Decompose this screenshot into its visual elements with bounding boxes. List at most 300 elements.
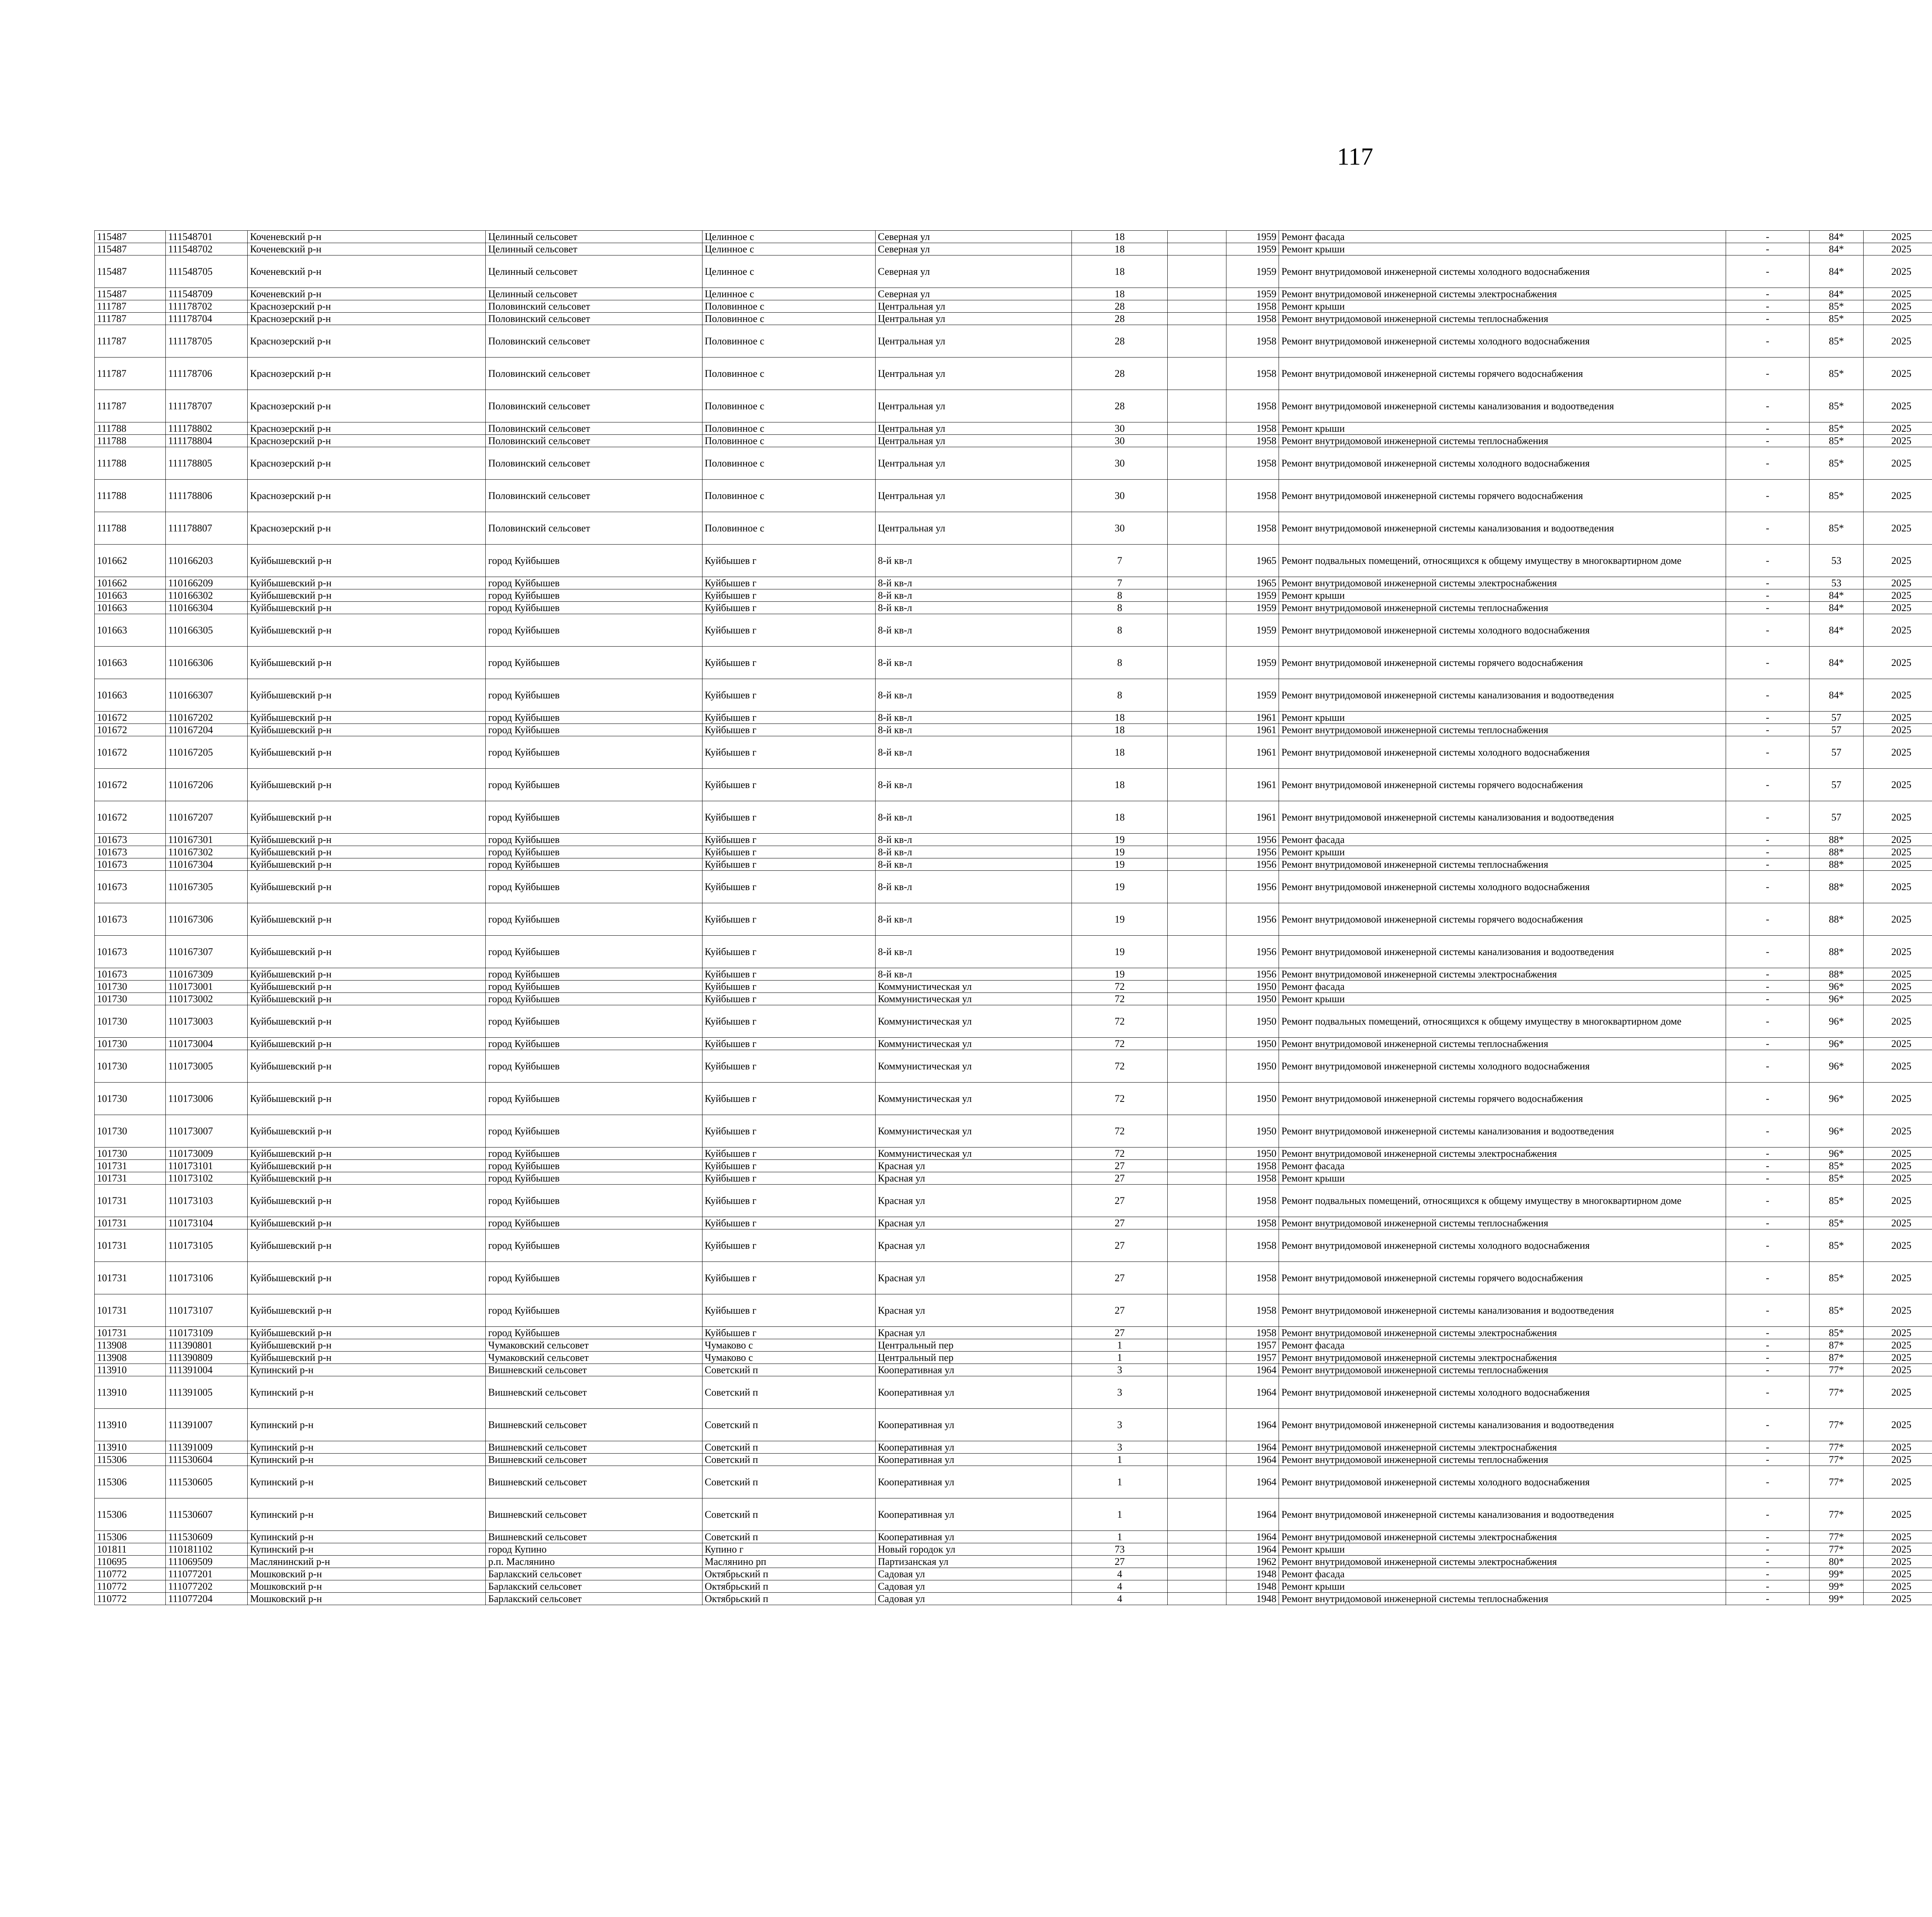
cell-municipality: город Куйбышев (486, 1083, 702, 1115)
cell-work-type: Ремонт внутридомовой инженерной системы теплоснабжения (1279, 602, 1726, 614)
cell-settlement: Куйбышев г (702, 589, 875, 602)
cell-plan-start-year: 2025 (1864, 1376, 1932, 1409)
cell-wear-percent: 85* (1810, 1327, 1864, 1339)
cell-house-number: 30 (1072, 422, 1168, 435)
table-row (95, 981, 1932, 993)
cell-municipality: город Куйбышев (486, 1229, 702, 1262)
cell-wear-percent: 88* (1810, 846, 1864, 858)
cell-street: 8-й кв-л (875, 769, 1071, 801)
cell-district: Куйбышевский р-н (248, 1229, 486, 1262)
cell-year-built: 1959 (1226, 614, 1279, 647)
cell-building (1168, 1376, 1226, 1409)
cell-plan-start-year: 2025 (1864, 1466, 1932, 1498)
table-row (95, 1147, 1932, 1160)
cell-year-built: 1958 (1226, 300, 1279, 313)
cell-municipality: р.п. Маслянино (486, 1556, 702, 1568)
cell-wear-percent: 85* (1810, 1217, 1864, 1229)
cell-house-id: 101730 (95, 1147, 166, 1160)
cell-wear-percent: 84* (1810, 679, 1864, 712)
cell-work-id: 111178706 (166, 358, 248, 390)
cell-municipality: город Купино (486, 1543, 702, 1556)
cell-work-type: Ремонт внутридомовой инженерной системы холодного водоснабжения (1279, 1466, 1726, 1498)
cell-district: Краснозерский р-н (248, 325, 486, 358)
cell-wear-percent: 87* (1810, 1352, 1864, 1364)
cell-district: Коченевский р-н (248, 288, 486, 300)
cell-municipality: город Куйбышев (486, 846, 702, 858)
cell-house-id: 101731 (95, 1229, 166, 1262)
cell-building (1168, 1364, 1226, 1376)
cell-plan-start-year: 2025 (1864, 993, 1932, 1005)
cell-work-sign: - (1726, 834, 1809, 846)
cell-year-built: 1958 (1226, 1217, 1279, 1229)
cell-house-number: 27 (1072, 1229, 1168, 1262)
cell-plan-start-year: 2025 (1864, 1185, 1932, 1217)
cell-work-type: Ремонт внутридомовой инженерной системы канализования и водоотведения (1279, 1498, 1726, 1531)
cell-district: Куйбышевский р-н (248, 801, 486, 834)
cell-work-type: Ремонт внутридомовой инженерной системы холодного водоснабжения (1279, 614, 1726, 647)
cell-work-id: 110166209 (166, 577, 248, 589)
cell-work-id: 111530604 (166, 1454, 248, 1466)
cell-house-id: 101663 (95, 679, 166, 712)
cell-district: Куйбышевский р-н (248, 1217, 486, 1229)
cell-street: Коммунистическая ул (875, 1115, 1071, 1147)
cell-house-number: 72 (1072, 993, 1168, 1005)
cell-plan-start-year: 2025 (1864, 1050, 1932, 1083)
cell-wear-percent: 85* (1810, 1294, 1864, 1327)
cell-work-type: Ремонт внутридомовой инженерной системы теплоснабжения (1279, 1217, 1726, 1229)
cell-house-id: 111788 (95, 422, 166, 435)
cell-year-built: 1958 (1226, 313, 1279, 325)
cell-work-id: 110167307 (166, 936, 248, 968)
cell-house-id: 111787 (95, 325, 166, 358)
cell-house-id: 101662 (95, 577, 166, 589)
cell-work-type: Ремонт внутридомовой инженерной системы холодного водоснабжения (1279, 1229, 1726, 1262)
cell-house-number: 28 (1072, 300, 1168, 313)
cell-building (1168, 647, 1226, 679)
cell-work-type: Ремонт внутридомовой инженерной системы электроснабжения (1279, 1147, 1726, 1160)
cell-house-id: 110772 (95, 1568, 166, 1580)
cell-year-built: 1948 (1226, 1593, 1279, 1605)
cell-settlement: Октябрьский п (702, 1568, 875, 1580)
cell-building (1168, 1454, 1226, 1466)
cell-municipality: Половинский сельсовет (486, 422, 702, 435)
cell-wear-percent: 96* (1810, 993, 1864, 1005)
cell-work-sign: - (1726, 1593, 1809, 1605)
cell-district: Купинский р-н (248, 1376, 486, 1409)
cell-work-sign: - (1726, 1409, 1809, 1441)
cell-plan-start-year: 2025 (1864, 447, 1932, 480)
cell-house-number: 8 (1072, 589, 1168, 602)
cell-house-id: 101672 (95, 801, 166, 834)
table-row (95, 243, 1932, 255)
cell-house-number: 18 (1072, 255, 1168, 288)
cell-district: Краснозерский р-н (248, 480, 486, 512)
cell-work-id: 110173006 (166, 1083, 248, 1115)
cell-house-id: 101731 (95, 1185, 166, 1217)
cell-work-type: Ремонт внутридомовой инженерной системы холодного водоснабжения (1279, 1376, 1726, 1409)
cell-work-type: Ремонт крыши (1279, 712, 1726, 724)
cell-work-sign: - (1726, 231, 1809, 243)
cell-work-id: 111178807 (166, 512, 248, 545)
cell-municipality: город Куйбышев (486, 903, 702, 936)
cell-district: Коченевский р-н (248, 231, 486, 243)
cell-year-built: 1959 (1226, 647, 1279, 679)
cell-house-number: 4 (1072, 1593, 1168, 1605)
cell-district: Куйбышевский р-н (248, 1083, 486, 1115)
cell-wear-percent: 85* (1810, 325, 1864, 358)
cell-plan-start-year: 2025 (1864, 981, 1932, 993)
table-row (95, 724, 1932, 736)
cell-district: Купинский р-н (248, 1409, 486, 1441)
table-row (95, 736, 1932, 769)
cell-work-type: Ремонт внутридомовой инженерной системы холодного водоснабжения (1279, 871, 1726, 903)
cell-district: Куйбышевский р-н (248, 1050, 486, 1083)
cell-street: Красная ул (875, 1262, 1071, 1294)
cell-settlement: Куйбышев г (702, 936, 875, 968)
cell-street: Красная ул (875, 1185, 1071, 1217)
table-row (95, 1556, 1932, 1568)
table-row (95, 1454, 1932, 1466)
cell-settlement: Половинное с (702, 435, 875, 447)
cell-municipality: город Куйбышев (486, 736, 702, 769)
cell-work-sign: - (1726, 1498, 1809, 1531)
cell-plan-start-year: 2025 (1864, 480, 1932, 512)
cell-year-built: 1958 (1226, 512, 1279, 545)
cell-street: Новый городок ул (875, 1543, 1071, 1556)
cell-work-id: 111178704 (166, 313, 248, 325)
cell-work-type: Ремонт крыши (1279, 1172, 1726, 1185)
table-row (95, 589, 1932, 602)
table-row (95, 1185, 1932, 1217)
cell-work-sign: - (1726, 358, 1809, 390)
cell-year-built: 1957 (1226, 1339, 1279, 1352)
cell-house-number: 27 (1072, 1185, 1168, 1217)
cell-district: Куйбышевский р-н (248, 1172, 486, 1185)
cell-work-sign: - (1726, 1466, 1809, 1498)
cell-work-id: 111548709 (166, 288, 248, 300)
cell-house-id: 101673 (95, 871, 166, 903)
cell-work-id: 110167306 (166, 903, 248, 936)
cell-work-sign: - (1726, 1543, 1809, 1556)
cell-house-id: 111787 (95, 390, 166, 422)
cell-wear-percent: 84* (1810, 614, 1864, 647)
cell-house-id: 111788 (95, 435, 166, 447)
cell-street: Красная ул (875, 1172, 1071, 1185)
cell-district: Куйбышевский р-н (248, 903, 486, 936)
cell-municipality: Вишневский сельсовет (486, 1364, 702, 1376)
cell-work-type: Ремонт внутридомовой инженерной системы теплоснабжения (1279, 1454, 1726, 1466)
cell-building (1168, 231, 1226, 243)
cell-municipality: город Куйбышев (486, 981, 702, 993)
cell-district: Куйбышевский р-н (248, 769, 486, 801)
cell-work-type: Ремонт подвальных помещений, относящихся к общему имуществу в многоквартирном доме (1279, 1185, 1726, 1217)
cell-work-type: Ремонт внутридомовой инженерной системы теплоснабжения (1279, 1364, 1726, 1376)
cell-street: Коммунистическая ул (875, 981, 1071, 993)
cell-settlement: Целинное с (702, 243, 875, 255)
cell-house-id: 101663 (95, 614, 166, 647)
cell-house-id: 111787 (95, 300, 166, 313)
cell-street: Центральная ул (875, 422, 1071, 435)
cell-district: Мошковский р-н (248, 1593, 486, 1605)
cell-year-built: 1958 (1226, 447, 1279, 480)
table-row (95, 512, 1932, 545)
cell-house-number: 18 (1072, 288, 1168, 300)
cell-house-number: 19 (1072, 936, 1168, 968)
cell-plan-start-year: 2025 (1864, 1115, 1932, 1147)
cell-work-id: 110166306 (166, 647, 248, 679)
cell-house-id: 101673 (95, 936, 166, 968)
cell-year-built: 1950 (1226, 1083, 1279, 1115)
cell-wear-percent: 99* (1810, 1593, 1864, 1605)
cell-year-built: 1965 (1226, 545, 1279, 577)
cell-work-type: Ремонт фасада (1279, 231, 1726, 243)
table-row (95, 313, 1932, 325)
cell-settlement: Половинное с (702, 313, 875, 325)
cell-settlement: Куйбышев г (702, 614, 875, 647)
table-row (95, 647, 1932, 679)
cell-settlement: Куйбышев г (702, 981, 875, 993)
table-row (95, 858, 1932, 871)
cell-house-id: 110772 (95, 1593, 166, 1605)
table-row (95, 1115, 1932, 1147)
cell-plan-start-year: 2025 (1864, 589, 1932, 602)
cell-building (1168, 358, 1226, 390)
table-row (95, 1327, 1932, 1339)
cell-work-type: Ремонт крыши (1279, 243, 1726, 255)
cell-building (1168, 288, 1226, 300)
cell-building (1168, 1147, 1226, 1160)
cell-plan-start-year: 2025 (1864, 1038, 1932, 1050)
cell-district: Куйбышевский р-н (248, 577, 486, 589)
cell-house-number: 4 (1072, 1580, 1168, 1593)
cell-work-type: Ремонт крыши (1279, 1580, 1726, 1593)
cell-municipality: Барлакский сельсовет (486, 1593, 702, 1605)
cell-settlement: Советский п (702, 1364, 875, 1376)
cell-work-type: Ремонт внутридомовой инженерной системы канализования и водоотведения (1279, 1409, 1726, 1441)
cell-building (1168, 858, 1226, 871)
cell-work-sign: - (1726, 512, 1809, 545)
cell-wear-percent: 77* (1810, 1454, 1864, 1466)
table-row (95, 679, 1932, 712)
cell-street: Коммунистическая ул (875, 1005, 1071, 1038)
cell-year-built: 1958 (1226, 358, 1279, 390)
cell-settlement: Половинное с (702, 390, 875, 422)
cell-work-sign: - (1726, 1531, 1809, 1543)
cell-work-sign: - (1726, 846, 1809, 858)
cell-municipality: город Куйбышев (486, 769, 702, 801)
cell-wear-percent: 77* (1810, 1466, 1864, 1498)
cell-building (1168, 871, 1226, 903)
table-row (95, 903, 1932, 936)
cell-street: Северная ул (875, 231, 1071, 243)
cell-work-sign: - (1726, 736, 1809, 769)
cell-district: Купинский р-н (248, 1364, 486, 1376)
cell-district: Куйбышевский р-н (248, 589, 486, 602)
cell-house-number: 72 (1072, 1050, 1168, 1083)
cell-work-type: Ремонт внутридомовой инженерной системы теплоснабжения (1279, 1593, 1726, 1605)
cell-plan-start-year: 2025 (1864, 243, 1932, 255)
cell-municipality: Чумаковский сельсовет (486, 1339, 702, 1352)
cell-district: Куйбышевский р-н (248, 834, 486, 846)
capital-repair-table (94, 230, 1932, 1605)
cell-district: Куйбышевский р-н (248, 1294, 486, 1327)
cell-work-id: 111530609 (166, 1531, 248, 1543)
cell-work-sign: - (1726, 871, 1809, 903)
cell-settlement: Чумаково с (702, 1352, 875, 1364)
cell-wear-percent: 96* (1810, 1050, 1864, 1083)
cell-district: Куйбышевский р-н (248, 1352, 486, 1364)
cell-work-id: 110173107 (166, 1294, 248, 1327)
cell-settlement: Советский п (702, 1466, 875, 1498)
cell-year-built: 1964 (1226, 1531, 1279, 1543)
table-row (95, 325, 1932, 358)
cell-settlement: Куйбышев г (702, 1185, 875, 1217)
cell-house-number: 27 (1072, 1160, 1168, 1172)
table-row (95, 1229, 1932, 1262)
cell-wear-percent: 57 (1810, 801, 1864, 834)
cell-wear-percent: 88* (1810, 858, 1864, 871)
cell-district: Куйбышевский р-н (248, 1160, 486, 1172)
cell-house-id: 101811 (95, 1543, 166, 1556)
cell-building (1168, 614, 1226, 647)
cell-settlement: Куйбышев г (702, 903, 875, 936)
cell-district: Коченевский р-н (248, 255, 486, 288)
cell-wear-percent: 77* (1810, 1498, 1864, 1531)
cell-house-id: 101731 (95, 1294, 166, 1327)
cell-house-number: 3 (1072, 1441, 1168, 1454)
cell-work-id: 110166307 (166, 679, 248, 712)
cell-street: Садовая ул (875, 1580, 1071, 1593)
cell-building (1168, 422, 1226, 435)
cell-house-id: 101673 (95, 858, 166, 871)
cell-building (1168, 435, 1226, 447)
cell-plan-start-year: 2025 (1864, 1339, 1932, 1352)
cell-plan-start-year: 2025 (1864, 936, 1932, 968)
cell-settlement: Куйбышев г (702, 712, 875, 724)
cell-year-built: 1948 (1226, 1580, 1279, 1593)
cell-house-number: 30 (1072, 480, 1168, 512)
cell-work-sign: - (1726, 1050, 1809, 1083)
cell-house-number: 28 (1072, 390, 1168, 422)
cell-year-built: 1957 (1226, 1352, 1279, 1364)
cell-house-number: 19 (1072, 858, 1168, 871)
cell-street: 8-й кв-л (875, 647, 1071, 679)
cell-work-sign: - (1726, 577, 1809, 589)
cell-district: Куйбышевский р-н (248, 1327, 486, 1339)
cell-district: Куйбышевский р-н (248, 679, 486, 712)
cell-house-number: 8 (1072, 679, 1168, 712)
table-row (95, 300, 1932, 313)
table-row (95, 390, 1932, 422)
table-row (95, 1217, 1932, 1229)
cell-municipality: город Куйбышев (486, 1185, 702, 1217)
cell-building (1168, 1327, 1226, 1339)
cell-settlement: Куйбышев г (702, 846, 875, 858)
cell-year-built: 1959 (1226, 231, 1279, 243)
table-row (95, 545, 1932, 577)
table-row (95, 871, 1932, 903)
cell-district: Маслянинский р-н (248, 1556, 486, 1568)
cell-work-id: 110167205 (166, 736, 248, 769)
cell-work-sign: - (1726, 255, 1809, 288)
cell-work-sign: - (1726, 1160, 1809, 1172)
cell-plan-start-year: 2025 (1864, 1262, 1932, 1294)
cell-house-number: 8 (1072, 614, 1168, 647)
cell-work-type: Ремонт фасада (1279, 1568, 1726, 1580)
cell-work-type: Ремонт внутридомовой инженерной системы электроснабжения (1279, 968, 1726, 981)
cell-building (1168, 577, 1226, 589)
cell-year-built: 1964 (1226, 1454, 1279, 1466)
cell-plan-start-year: 2025 (1864, 1556, 1932, 1568)
cell-wear-percent: 85* (1810, 447, 1864, 480)
cell-building (1168, 846, 1226, 858)
cell-work-sign: - (1726, 1038, 1809, 1050)
cell-work-id: 111390809 (166, 1352, 248, 1364)
cell-work-sign: - (1726, 801, 1809, 834)
cell-settlement: Половинное с (702, 480, 875, 512)
cell-district: Куйбышевский р-н (248, 993, 486, 1005)
cell-plan-start-year: 2025 (1864, 1352, 1932, 1364)
cell-house-number: 72 (1072, 1038, 1168, 1050)
cell-settlement: Куйбышев г (702, 1229, 875, 1262)
cell-municipality: город Куйбышев (486, 577, 702, 589)
table-row (95, 435, 1932, 447)
cell-settlement: Половинное с (702, 512, 875, 545)
table-row (95, 422, 1932, 435)
cell-house-number: 7 (1072, 545, 1168, 577)
cell-work-sign: - (1726, 1147, 1809, 1160)
cell-street: Кооперативная ул (875, 1441, 1071, 1454)
cell-settlement: Куйбышев г (702, 993, 875, 1005)
cell-building (1168, 545, 1226, 577)
cell-year-built: 1958 (1226, 1294, 1279, 1327)
cell-year-built: 1956 (1226, 846, 1279, 858)
cell-building (1168, 1568, 1226, 1580)
cell-street: 8-й кв-л (875, 903, 1071, 936)
cell-house-id: 111788 (95, 512, 166, 545)
page-number: 117 (1337, 143, 1373, 170)
cell-work-id: 111069509 (166, 1556, 248, 1568)
cell-work-sign: - (1726, 936, 1809, 968)
cell-building (1168, 903, 1226, 936)
cell-municipality: Барлакский сельсовет (486, 1580, 702, 1593)
cell-plan-start-year: 2025 (1864, 647, 1932, 679)
cell-house-number: 8 (1072, 602, 1168, 614)
cell-settlement: Советский п (702, 1498, 875, 1531)
cell-work-sign: - (1726, 1172, 1809, 1185)
cell-municipality: город Куйбышев (486, 1160, 702, 1172)
cell-municipality: Половинский сельсовет (486, 325, 702, 358)
cell-house-id: 115487 (95, 231, 166, 243)
cell-house-number: 8 (1072, 647, 1168, 679)
cell-wear-percent: 88* (1810, 936, 1864, 968)
cell-work-id: 110167309 (166, 968, 248, 981)
cell-house-id: 101663 (95, 602, 166, 614)
cell-building (1168, 968, 1226, 981)
cell-house-number: 3 (1072, 1376, 1168, 1409)
cell-plan-start-year: 2025 (1864, 736, 1932, 769)
table-row (95, 936, 1932, 968)
cell-municipality: Половинский сельсовет (486, 300, 702, 313)
cell-street: 8-й кв-л (875, 736, 1071, 769)
cell-work-sign: - (1726, 1294, 1809, 1327)
cell-municipality: Вишневский сельсовет (486, 1498, 702, 1531)
cell-plan-start-year: 2025 (1864, 1217, 1932, 1229)
cell-work-sign: - (1726, 1327, 1809, 1339)
cell-wear-percent: 85* (1810, 390, 1864, 422)
cell-municipality: Половинский сельсовет (486, 480, 702, 512)
cell-wear-percent: 57 (1810, 724, 1864, 736)
